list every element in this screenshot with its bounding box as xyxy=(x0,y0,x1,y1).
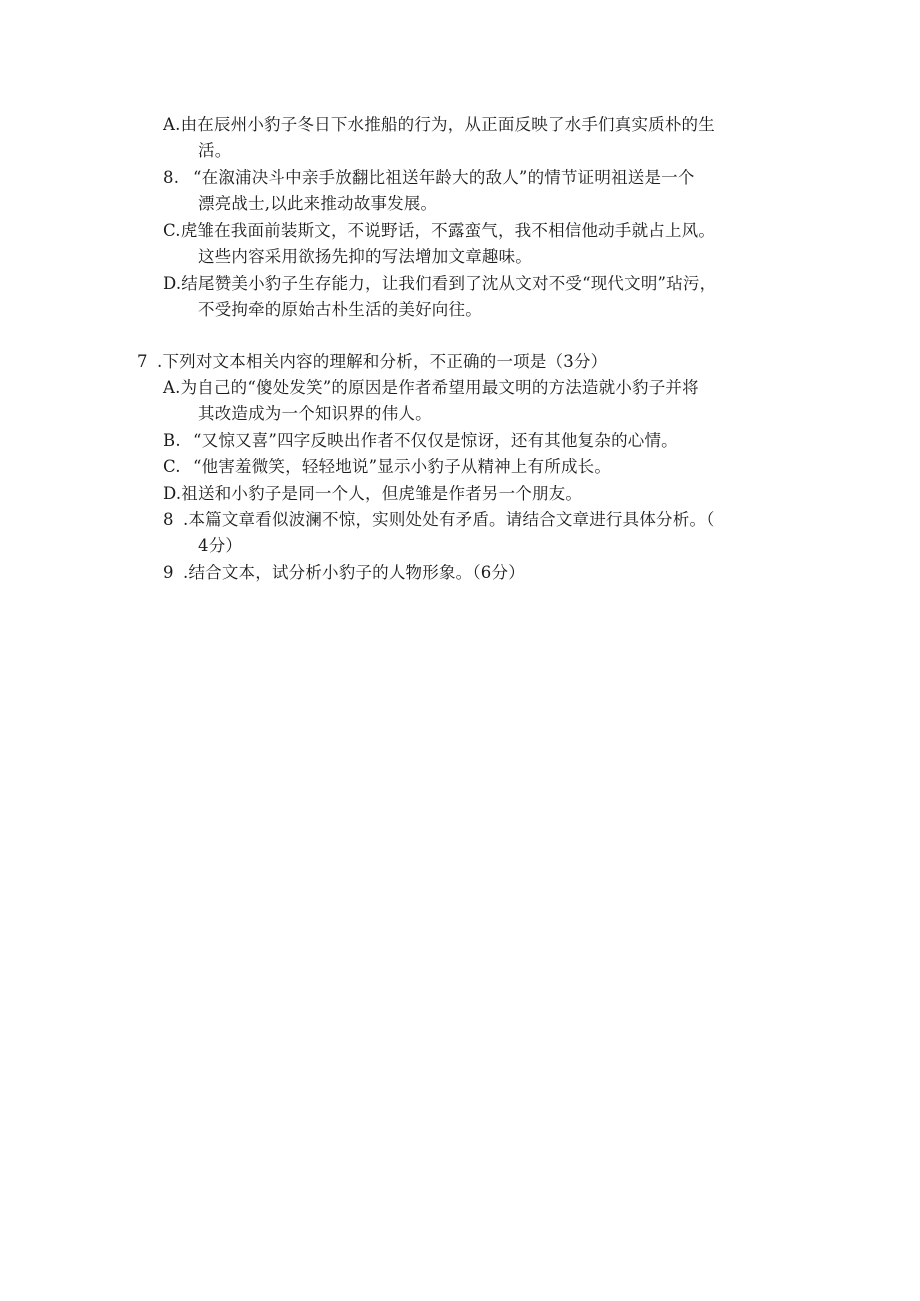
q6-option-a-line1: A.由在辰州小豹子冬日下水推船的行为，从正面反映了水手们真实质朴的生 xyxy=(163,115,715,134)
q7-stem xyxy=(137,349,607,375)
q6-option-a-label: A. xyxy=(163,115,181,134)
q7-option-a-line2: 其改造成为一个知识界的伟人。 xyxy=(198,404,432,423)
q6-option-d-label: D. xyxy=(163,274,182,293)
q7-option-b: B. “又惊又喜”四字反映出作者不仅仅是惊讶，还有其他复杂的心情。 xyxy=(163,428,678,454)
q6-option-c-line2: 这些内容采用欲扬先抑的写法增加文章趣味。 xyxy=(198,247,532,266)
q9-number: 9 xyxy=(163,563,174,582)
q8-stem-line2: 4分） xyxy=(198,536,243,555)
q9-stem: 9 .结合文本，试分析小豹子的人物形象。（6分） xyxy=(163,560,525,586)
q7-option-d-label: D. xyxy=(163,484,182,503)
q6-option-a-line2: 活。 xyxy=(198,141,232,160)
q6-option-b-line2: 漂亮战士,以此来推动故事发展。 xyxy=(198,194,438,213)
q7-text: .下列对文本相关内容的理解和分析，不正确的一项是（3分） xyxy=(157,352,608,371)
q7-option-c-label: C. xyxy=(163,457,181,476)
q7-option-c: C. “他害羞微笑，轻轻地说”显示小豹子从精神上有所成长。 xyxy=(163,454,611,480)
q8-stem-line1: 8 .本篇文章看似波澜不惊，实则处处有矛盾。请结合文章进行具体分析。（ xyxy=(163,507,715,533)
q6-option-c-label: C. xyxy=(163,221,181,240)
q6-option-c-line1: C.虎雏在我面前装斯文，不说野话，不露蛮气，我不相信他动手就占上风。 xyxy=(163,221,716,240)
q7-option-b-label: B. xyxy=(163,431,181,450)
q7-option-a-line1: A.为自己的“傻处发笑”的原因是作者希望用最文明的方法造就小豹子并将 xyxy=(163,378,699,397)
q7-option-d: D.祖送和小豹子是同一个人，但虎雏是作者另一个朋友。 xyxy=(163,484,583,503)
q7-number: 7 xyxy=(137,352,148,371)
q8-number: 8 xyxy=(163,510,174,529)
q6-option-d-line1: D.结尾赞美小豹子生存能力，让我们看到了沈从文对不受“现代文明”玷污， xyxy=(163,274,717,293)
q7-option-a-label: A. xyxy=(163,378,181,397)
q6-option-b-line1: 8. “在溆浦决斗中亲手放翻比祖送年龄大的敌人”的情节证明祖送是一个 xyxy=(163,165,695,191)
q6-option-b-label: 8. xyxy=(163,168,180,187)
q6-option-d-line2: 不受拘牵的原始古朴生活的美好向往。 xyxy=(198,300,482,319)
